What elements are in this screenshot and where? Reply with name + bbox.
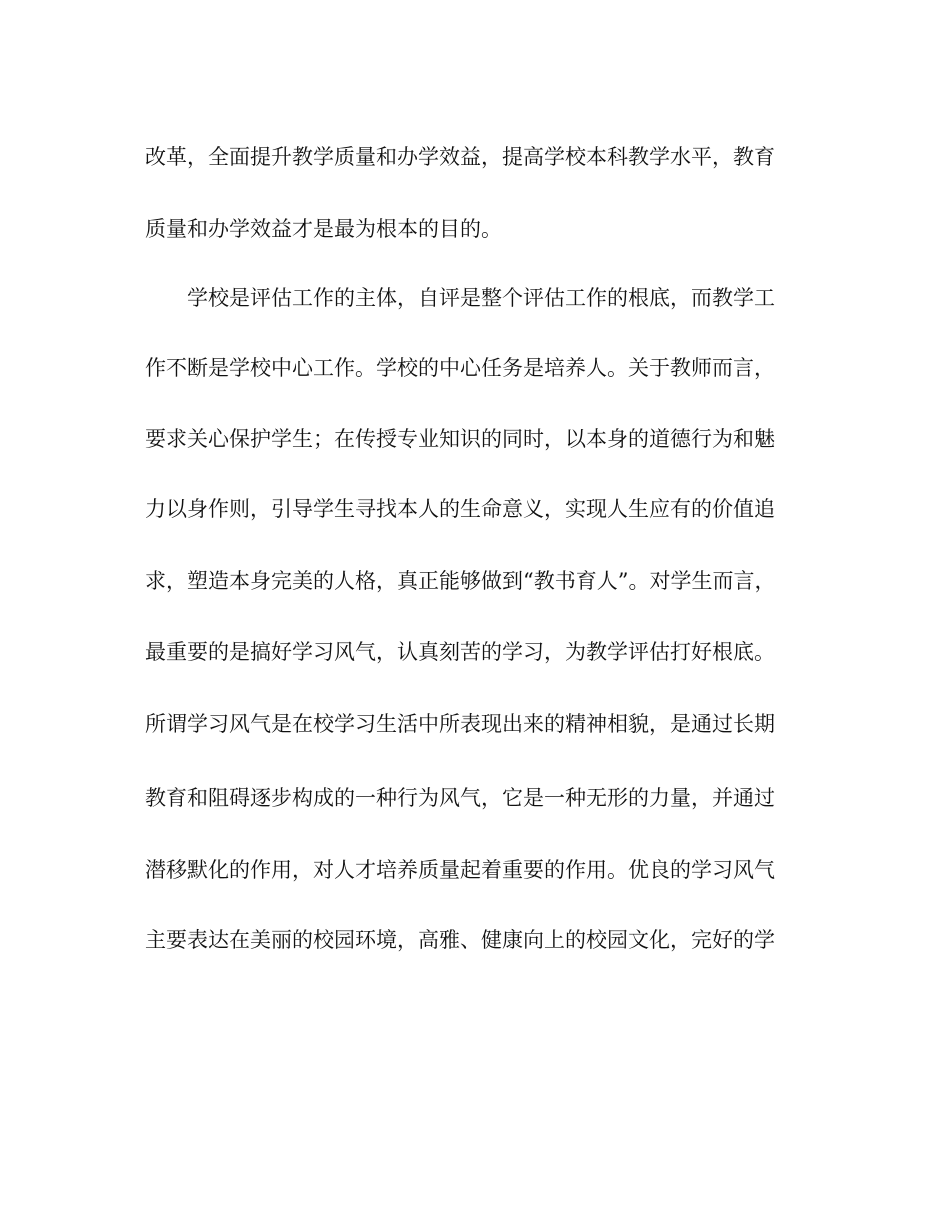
paragraph-line-6: 力以身作则，引导学生寻找本人的生命意义，实现人生应有的价值追: [145, 497, 775, 521]
paragraph-line-2: 质量和办学效益才是最为根本的目的。: [145, 217, 502, 241]
paragraph-line-7: 求，塑造本身完美的人格，真正能够做到“教书育人”。对学生而言，: [145, 569, 776, 593]
paragraph-line-5: 要求关心保护学生；在传授专业知识的同时，以本身的道德行为和魅: [145, 427, 775, 451]
paragraph-line-11: 潜移默化的作用，对人才培养质量起着重要的作用。优良的学习风气: [145, 858, 775, 882]
paragraph-line-3: 学校是评估工作的主体，自评是整个评估工作的根底，而教学工: [187, 286, 775, 310]
paragraph-line-10: 教育和阻碍逐步构成的一种行为风气，它是一种无形的力量，并通过: [145, 786, 775, 810]
paragraph-line-8: 最重要的是搞好学习风气，认真刻苦的学习，为教学评估打好根底。: [145, 640, 775, 664]
paragraph-line-4: 作不断是学校中心工作。学校的中心任务是培养人。关于教师而言，: [145, 356, 775, 380]
paragraph-line-9: 所谓学习风气是在校学习生活中所表现出来的精神相貌，是通过长期: [145, 712, 775, 736]
paragraph-line-12: 主要表达在美丽的校园环境，高雅、健康向上的校园文化，完好的学: [145, 928, 775, 952]
paragraph-line-1: 改革，全面提升教学质量和办学效益，提高学校本科教学水平，教育: [145, 145, 775, 169]
